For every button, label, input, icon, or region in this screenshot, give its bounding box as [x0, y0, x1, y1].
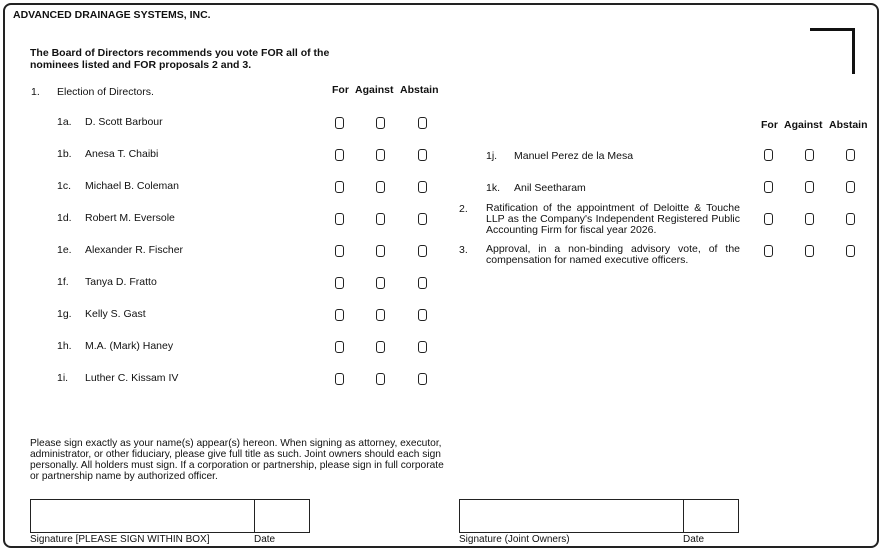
nominee-number: 1k.: [486, 182, 501, 194]
date-label: Date: [254, 534, 276, 545]
nominee-name: Anil Seetharam: [514, 182, 586, 194]
nominee-name: Michael B. Coleman: [85, 180, 179, 192]
column-header-abstain: Abstain: [400, 84, 439, 96]
vote-against-checkbox[interactable]: [376, 213, 385, 225]
vote-against-checkbox[interactable]: [376, 309, 385, 321]
joint-signature-box[interactable]: [459, 499, 739, 533]
vote-for-checkbox[interactable]: [335, 309, 344, 321]
nominee-number: 1i.: [57, 372, 69, 384]
nominee-name: Manuel Perez de la Mesa: [514, 150, 634, 162]
proposal-number: 3.: [459, 244, 468, 256]
nominee-number: 1d.: [57, 212, 72, 224]
vote-abstain-checkbox[interactable]: [418, 373, 427, 385]
vote-abstain-checkbox[interactable]: [418, 341, 427, 353]
vote-for-checkbox[interactable]: [335, 149, 344, 161]
column-header-abstain: Abstain: [829, 119, 868, 131]
nominee-number: 1h.: [57, 340, 72, 352]
column-header-for: For: [761, 119, 778, 131]
corner-mark: [810, 28, 855, 31]
vote-for-checkbox[interactable]: [764, 213, 773, 225]
company-name: ADVANCED DRAINAGE SYSTEMS, INC.: [13, 9, 211, 21]
nominee-name: Luther C. Kissam IV: [85, 372, 179, 384]
nominee-number: 1j.: [486, 150, 498, 162]
vote-abstain-checkbox[interactable]: [418, 277, 427, 289]
vote-abstain-checkbox[interactable]: [846, 149, 855, 161]
box-divider: [254, 499, 255, 533]
signature-box[interactable]: [30, 499, 310, 533]
vote-for-checkbox[interactable]: [764, 149, 773, 161]
vote-against-checkbox[interactable]: [376, 117, 385, 129]
vote-for-checkbox[interactable]: [335, 213, 344, 225]
nominee-number: 1e.: [57, 244, 72, 256]
signing-instructions: Please sign exactly as your name(s) appear(s) hereon. When signing as attorney, executor, administrator, or other fiduciary, please give full title as such. Joint owners should each sign personally. All holders must sign. If a corporation or partnership, please sign in full corporate or partnership name by authorized officer.: [30, 438, 444, 482]
nominee-number: 1f.: [57, 276, 69, 288]
column-header-against: Against: [355, 84, 394, 96]
joint-signature-label: Signature (Joint Owners): [459, 534, 570, 545]
nominee-name: Tanya D. Fratto: [85, 276, 157, 288]
nominee-name: D. Scott Barbour: [85, 116, 163, 128]
vote-abstain-checkbox[interactable]: [418, 213, 427, 225]
vote-against-checkbox[interactable]: [805, 149, 814, 161]
vote-abstain-checkbox[interactable]: [418, 245, 427, 257]
vote-abstain-checkbox[interactable]: [418, 181, 427, 193]
vote-abstain-checkbox[interactable]: [418, 149, 427, 161]
vote-against-checkbox[interactable]: [376, 277, 385, 289]
vote-against-checkbox[interactable]: [376, 341, 385, 353]
signature-label: Signature [PLEASE SIGN WITHIN BOX]: [30, 534, 210, 545]
vote-abstain-checkbox[interactable]: [418, 117, 427, 129]
vote-for-checkbox[interactable]: [335, 373, 344, 385]
vote-abstain-checkbox[interactable]: [418, 309, 427, 321]
vote-for-checkbox[interactable]: [335, 341, 344, 353]
vote-abstain-checkbox[interactable]: [846, 245, 855, 257]
corner-mark: [852, 28, 855, 74]
vote-against-checkbox[interactable]: [805, 245, 814, 257]
nominee-number: 1a.: [57, 116, 72, 128]
vote-against-checkbox[interactable]: [376, 245, 385, 257]
proposal-number: 1.: [31, 86, 40, 98]
nominee-number: 1g.: [57, 308, 72, 320]
date-label: Date: [683, 534, 705, 545]
nominee-name: Kelly S. Gast: [85, 308, 146, 320]
vote-for-checkbox[interactable]: [764, 245, 773, 257]
vote-abstain-checkbox[interactable]: [846, 181, 855, 193]
proposal-number: 2.: [459, 203, 468, 215]
nominee-name: M.A. (Mark) Haney: [85, 340, 174, 352]
box-divider: [683, 499, 684, 533]
vote-against-checkbox[interactable]: [805, 213, 814, 225]
nominee-name: Robert M. Eversole: [85, 212, 175, 224]
nominee-number: 1b.: [57, 148, 72, 160]
vote-for-checkbox[interactable]: [335, 181, 344, 193]
proposal-label: Election of Directors.: [57, 86, 154, 98]
proposal-text: Approval, in a non-binding advisory vote, of the compensation for named executive officers.: [486, 243, 740, 266]
vote-abstain-checkbox[interactable]: [846, 213, 855, 225]
vote-against-checkbox[interactable]: [376, 373, 385, 385]
vote-against-checkbox[interactable]: [805, 181, 814, 193]
column-header-against: Against: [784, 119, 823, 131]
nominee-name: Anesa T. Chaibi: [85, 148, 159, 160]
vote-against-checkbox[interactable]: [376, 181, 385, 193]
vote-against-checkbox[interactable]: [376, 149, 385, 161]
nominee-name: Alexander R. Fischer: [85, 244, 184, 256]
vote-for-checkbox[interactable]: [764, 181, 773, 193]
vote-for-checkbox[interactable]: [335, 117, 344, 129]
board-recommendation: The Board of Directors recommends you vote FOR all of the nominees listed and FOR proposals 2 and 3.: [30, 47, 330, 71]
nominee-number: 1c.: [57, 180, 72, 192]
proposal-text: Ratification of the appointment of Deloitte & Touche LLP as the Company's Independent Registered Public Accounting Firm for fiscal year 2026.: [486, 202, 740, 236]
column-header-for: For: [332, 84, 349, 96]
vote-for-checkbox[interactable]: [335, 277, 344, 289]
vote-for-checkbox[interactable]: [335, 245, 344, 257]
